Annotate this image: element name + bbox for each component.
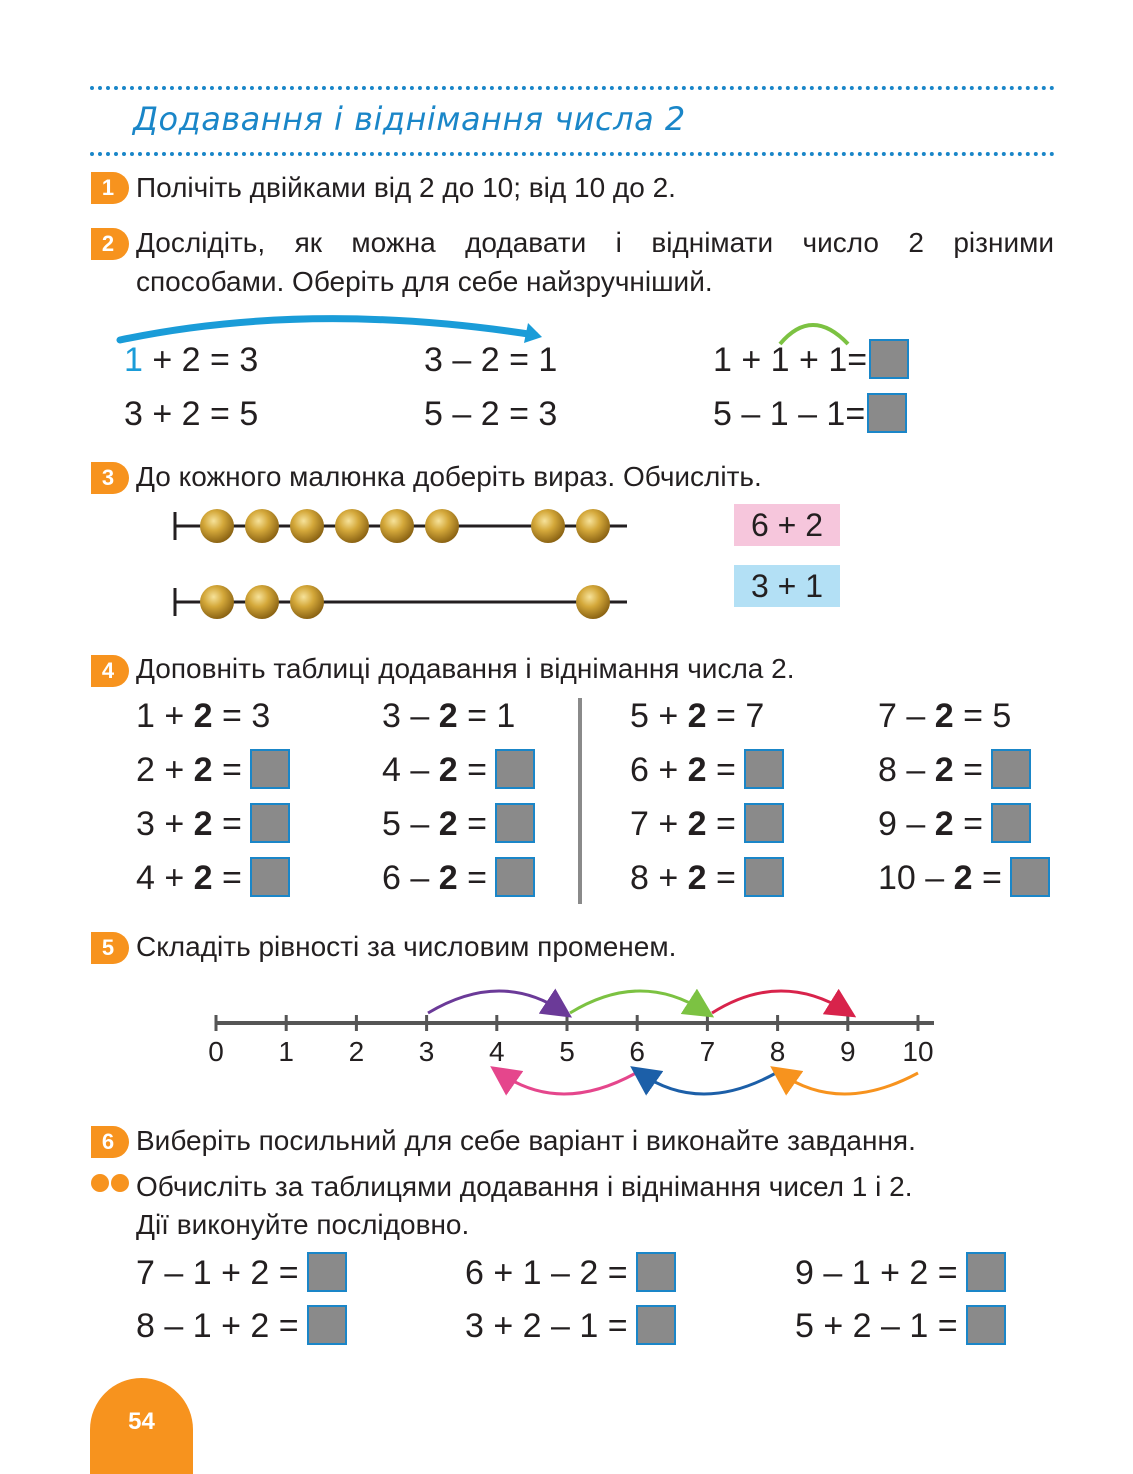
arc-3-to-5 bbox=[428, 991, 562, 1013]
bead bbox=[200, 585, 234, 619]
answer-box[interactable] bbox=[250, 749, 290, 789]
bold-two: 2 bbox=[687, 859, 707, 897]
task6-text: Виберіть посильний для себе варіант і виконайте завдання. bbox=[136, 1125, 916, 1156]
bottom-dotted-rule bbox=[90, 152, 1055, 156]
table-equation bbox=[382, 750, 535, 792]
sequential-equation bbox=[136, 1306, 347, 1348]
bead bbox=[380, 509, 414, 543]
result: = bbox=[457, 751, 487, 789]
tick-label: 9 bbox=[840, 1036, 856, 1067]
task-number-badge: 1 bbox=[91, 172, 129, 204]
task-number-badge: 6 bbox=[91, 1126, 129, 1158]
bead bbox=[425, 509, 459, 543]
tick-label: 2 bbox=[348, 1036, 365, 1067]
answer-box[interactable] bbox=[1010, 857, 1050, 897]
answer-box[interactable] bbox=[307, 1305, 347, 1345]
equation-subtraction-2: 5 – 2 = 3 bbox=[424, 395, 558, 433]
result: = bbox=[972, 859, 1002, 897]
task6-sub-line2: Дії виконуйте послідовно. bbox=[136, 1209, 470, 1240]
result: = 7 bbox=[706, 697, 765, 735]
tick-label: 7 bbox=[699, 1036, 716, 1067]
answer-box[interactable] bbox=[495, 803, 535, 843]
tick-label: 6 bbox=[629, 1036, 645, 1067]
equation-subtraction-1: 3 – 2 = 1 bbox=[424, 341, 558, 379]
operand: 5 – bbox=[382, 805, 439, 843]
arc-8-to-6 bbox=[640, 1073, 776, 1094]
task2-text-line1: Дослідіть, як можна додавати і віднімати число 2 різними bbox=[136, 227, 1054, 258]
result: = bbox=[212, 805, 242, 843]
result: = bbox=[212, 751, 242, 789]
table-equation bbox=[878, 804, 1031, 846]
answer-box[interactable] bbox=[991, 803, 1031, 843]
table-equation bbox=[630, 858, 784, 900]
sequential-equation bbox=[465, 1253, 676, 1295]
table-equation bbox=[878, 750, 1031, 792]
bold-two: 2 bbox=[438, 859, 458, 897]
abacus-bottom bbox=[175, 585, 627, 619]
tick-label: 3 bbox=[418, 1036, 435, 1067]
bold-two: 2 bbox=[193, 805, 213, 843]
equation-addition-2: 3 + 2 = 5 bbox=[124, 395, 259, 433]
tick-label: 4 bbox=[489, 1036, 505, 1067]
tick-label: 0 bbox=[208, 1036, 224, 1067]
arc-5-to-7 bbox=[570, 991, 704, 1013]
bead bbox=[576, 509, 610, 543]
table-equation bbox=[136, 750, 290, 792]
abacus-pictures bbox=[165, 500, 635, 630]
arc-10-to-8 bbox=[780, 1073, 918, 1094]
answer-box[interactable] bbox=[744, 749, 784, 789]
task-number-badge: 2 bbox=[91, 228, 129, 260]
table-equation bbox=[382, 804, 535, 846]
operand: 10 – bbox=[878, 859, 954, 897]
difficulty-dots bbox=[91, 1174, 131, 1197]
operand: 1 + bbox=[136, 697, 194, 735]
operand: 8 – bbox=[878, 751, 935, 789]
operand: 3 + bbox=[136, 805, 194, 843]
bold-two: 2 bbox=[438, 805, 458, 843]
answer-box[interactable] bbox=[744, 803, 784, 843]
expression-card-blue[interactable]: 3 + 1 bbox=[734, 565, 840, 607]
sequential-equation bbox=[465, 1306, 676, 1348]
sequential-equation bbox=[795, 1306, 1006, 1348]
table-equation bbox=[382, 858, 535, 900]
table-divider bbox=[578, 698, 582, 904]
abacus-top bbox=[175, 509, 627, 543]
tick-label: 10 bbox=[902, 1036, 934, 1067]
task3-text: До кожного малюнка доберіть вираз. Обчисліть. bbox=[136, 461, 762, 492]
operand: 5 + bbox=[630, 697, 688, 735]
equation-text: 6 + 1 – 2 = bbox=[465, 1254, 628, 1292]
bold-two: 2 bbox=[934, 697, 954, 735]
bead bbox=[245, 585, 279, 619]
result: = 1 bbox=[457, 697, 516, 735]
operand: 6 – bbox=[382, 859, 439, 897]
answer-box[interactable] bbox=[744, 857, 784, 897]
equation-text: 5 + 2 – 1 = bbox=[795, 1307, 958, 1345]
page-number: 54 bbox=[90, 1378, 193, 1474]
arc-7-to-9 bbox=[712, 991, 846, 1013]
task4-text: Доповніть таблиці додавання і віднімання числа 2. bbox=[136, 653, 795, 684]
answer-box[interactable] bbox=[966, 1252, 1006, 1292]
operand: 9 – bbox=[878, 805, 935, 843]
bold-two: 2 bbox=[687, 805, 707, 843]
operand: 4 – bbox=[382, 751, 439, 789]
result: = bbox=[706, 805, 736, 843]
bead bbox=[576, 585, 610, 619]
task-number-badge: 5 bbox=[91, 932, 129, 964]
table-equation bbox=[630, 696, 764, 736]
tick-label: 8 bbox=[769, 1036, 786, 1067]
result: = 5 bbox=[953, 697, 1012, 735]
operand: 6 + bbox=[630, 751, 688, 789]
task5-text: Складіть рівності за числовим променем. bbox=[136, 931, 677, 962]
bold-two: 2 bbox=[193, 859, 213, 897]
result: = bbox=[953, 751, 983, 789]
bead bbox=[531, 509, 565, 543]
table-equation bbox=[630, 750, 784, 792]
bold-two: 2 bbox=[687, 697, 707, 735]
start-number: 1 bbox=[124, 341, 143, 379]
equation-text: 9 – 1 + 2 = bbox=[795, 1254, 958, 1292]
bold-two: 2 bbox=[438, 751, 458, 789]
bead bbox=[290, 585, 324, 619]
table-equation bbox=[136, 804, 290, 846]
bead bbox=[200, 509, 234, 543]
task6-sub-line1: Обчисліть за таблицями додавання і віднімання чисел 1 і 2. bbox=[136, 1171, 913, 1202]
bold-two: 2 bbox=[953, 859, 973, 897]
bold-two: 2 bbox=[193, 697, 213, 735]
answer-box[interactable] bbox=[307, 1252, 347, 1292]
operand: 8 + bbox=[630, 859, 688, 897]
answer-box[interactable] bbox=[495, 749, 535, 789]
operand: 4 + bbox=[136, 859, 194, 897]
table-equation bbox=[630, 804, 784, 846]
answer-box[interactable] bbox=[495, 857, 535, 897]
answer-box[interactable] bbox=[869, 339, 909, 379]
tick-label: 5 bbox=[559, 1036, 575, 1067]
bead bbox=[335, 509, 369, 543]
answer-box[interactable] bbox=[636, 1305, 676, 1345]
bold-two: 2 bbox=[687, 751, 707, 789]
table-equation bbox=[878, 858, 1050, 900]
arc-6-to-4 bbox=[500, 1073, 636, 1094]
equation-text: 3 + 2 – 1 = bbox=[465, 1307, 628, 1345]
answer-box[interactable] bbox=[250, 857, 290, 897]
bead bbox=[245, 509, 279, 543]
operand: 7 + bbox=[630, 805, 688, 843]
result: = bbox=[706, 859, 736, 897]
answer-box[interactable] bbox=[250, 803, 290, 843]
bold-two: 2 bbox=[934, 751, 954, 789]
operand: 3 – bbox=[382, 697, 439, 735]
equation-text: 8 – 1 + 2 = bbox=[136, 1307, 299, 1345]
task2-text-line2: способами. Оберіть для себе найзручніший. bbox=[136, 266, 713, 297]
bold-two: 2 bbox=[193, 751, 213, 789]
tick-label: 1 bbox=[278, 1036, 294, 1067]
equation-addition-1 bbox=[124, 340, 258, 380]
expression-card-pink[interactable]: 6 + 2 bbox=[734, 504, 840, 546]
result: = 3 bbox=[212, 697, 271, 735]
page-title: Додавання і віднімання числа 2 bbox=[133, 100, 686, 138]
bead bbox=[290, 509, 324, 543]
answer-box[interactable] bbox=[991, 749, 1031, 789]
equation-text: 7 – 1 + 2 = bbox=[136, 1254, 299, 1292]
task-number-badge: 4 bbox=[91, 655, 129, 687]
result: = bbox=[457, 805, 487, 843]
table-equation bbox=[382, 696, 515, 736]
task1-text: Полічіть двійками від 2 до 10; від 10 до 2. bbox=[136, 172, 676, 203]
operand: 7 – bbox=[878, 697, 935, 735]
equation-stepwise-2 bbox=[713, 394, 907, 436]
table-equation bbox=[878, 696, 1011, 736]
equation-text: 1 + 1 + 1= bbox=[713, 341, 868, 379]
equation-text: 5 – 1 – 1= bbox=[713, 395, 866, 433]
bold-two: 2 bbox=[934, 805, 954, 843]
sequential-equation bbox=[795, 1253, 1006, 1295]
top-dotted-rule bbox=[90, 86, 1055, 90]
answer-box[interactable] bbox=[867, 393, 907, 433]
table-equation bbox=[136, 858, 290, 900]
answer-box[interactable] bbox=[636, 1252, 676, 1292]
task-number-badge: 3 bbox=[91, 462, 129, 494]
result: = bbox=[457, 859, 487, 897]
number-ray bbox=[200, 975, 950, 1105]
sequential-equation bbox=[136, 1253, 347, 1295]
equation-rest: + 2 = 3 bbox=[142, 341, 259, 379]
equation-stepwise-1 bbox=[713, 340, 909, 382]
operand: 2 + bbox=[136, 751, 194, 789]
answer-box[interactable] bbox=[966, 1305, 1006, 1345]
bold-two: 2 bbox=[438, 697, 458, 735]
result: = bbox=[953, 805, 983, 843]
table-equation bbox=[136, 696, 270, 736]
result: = bbox=[212, 859, 242, 897]
result: = bbox=[706, 751, 736, 789]
